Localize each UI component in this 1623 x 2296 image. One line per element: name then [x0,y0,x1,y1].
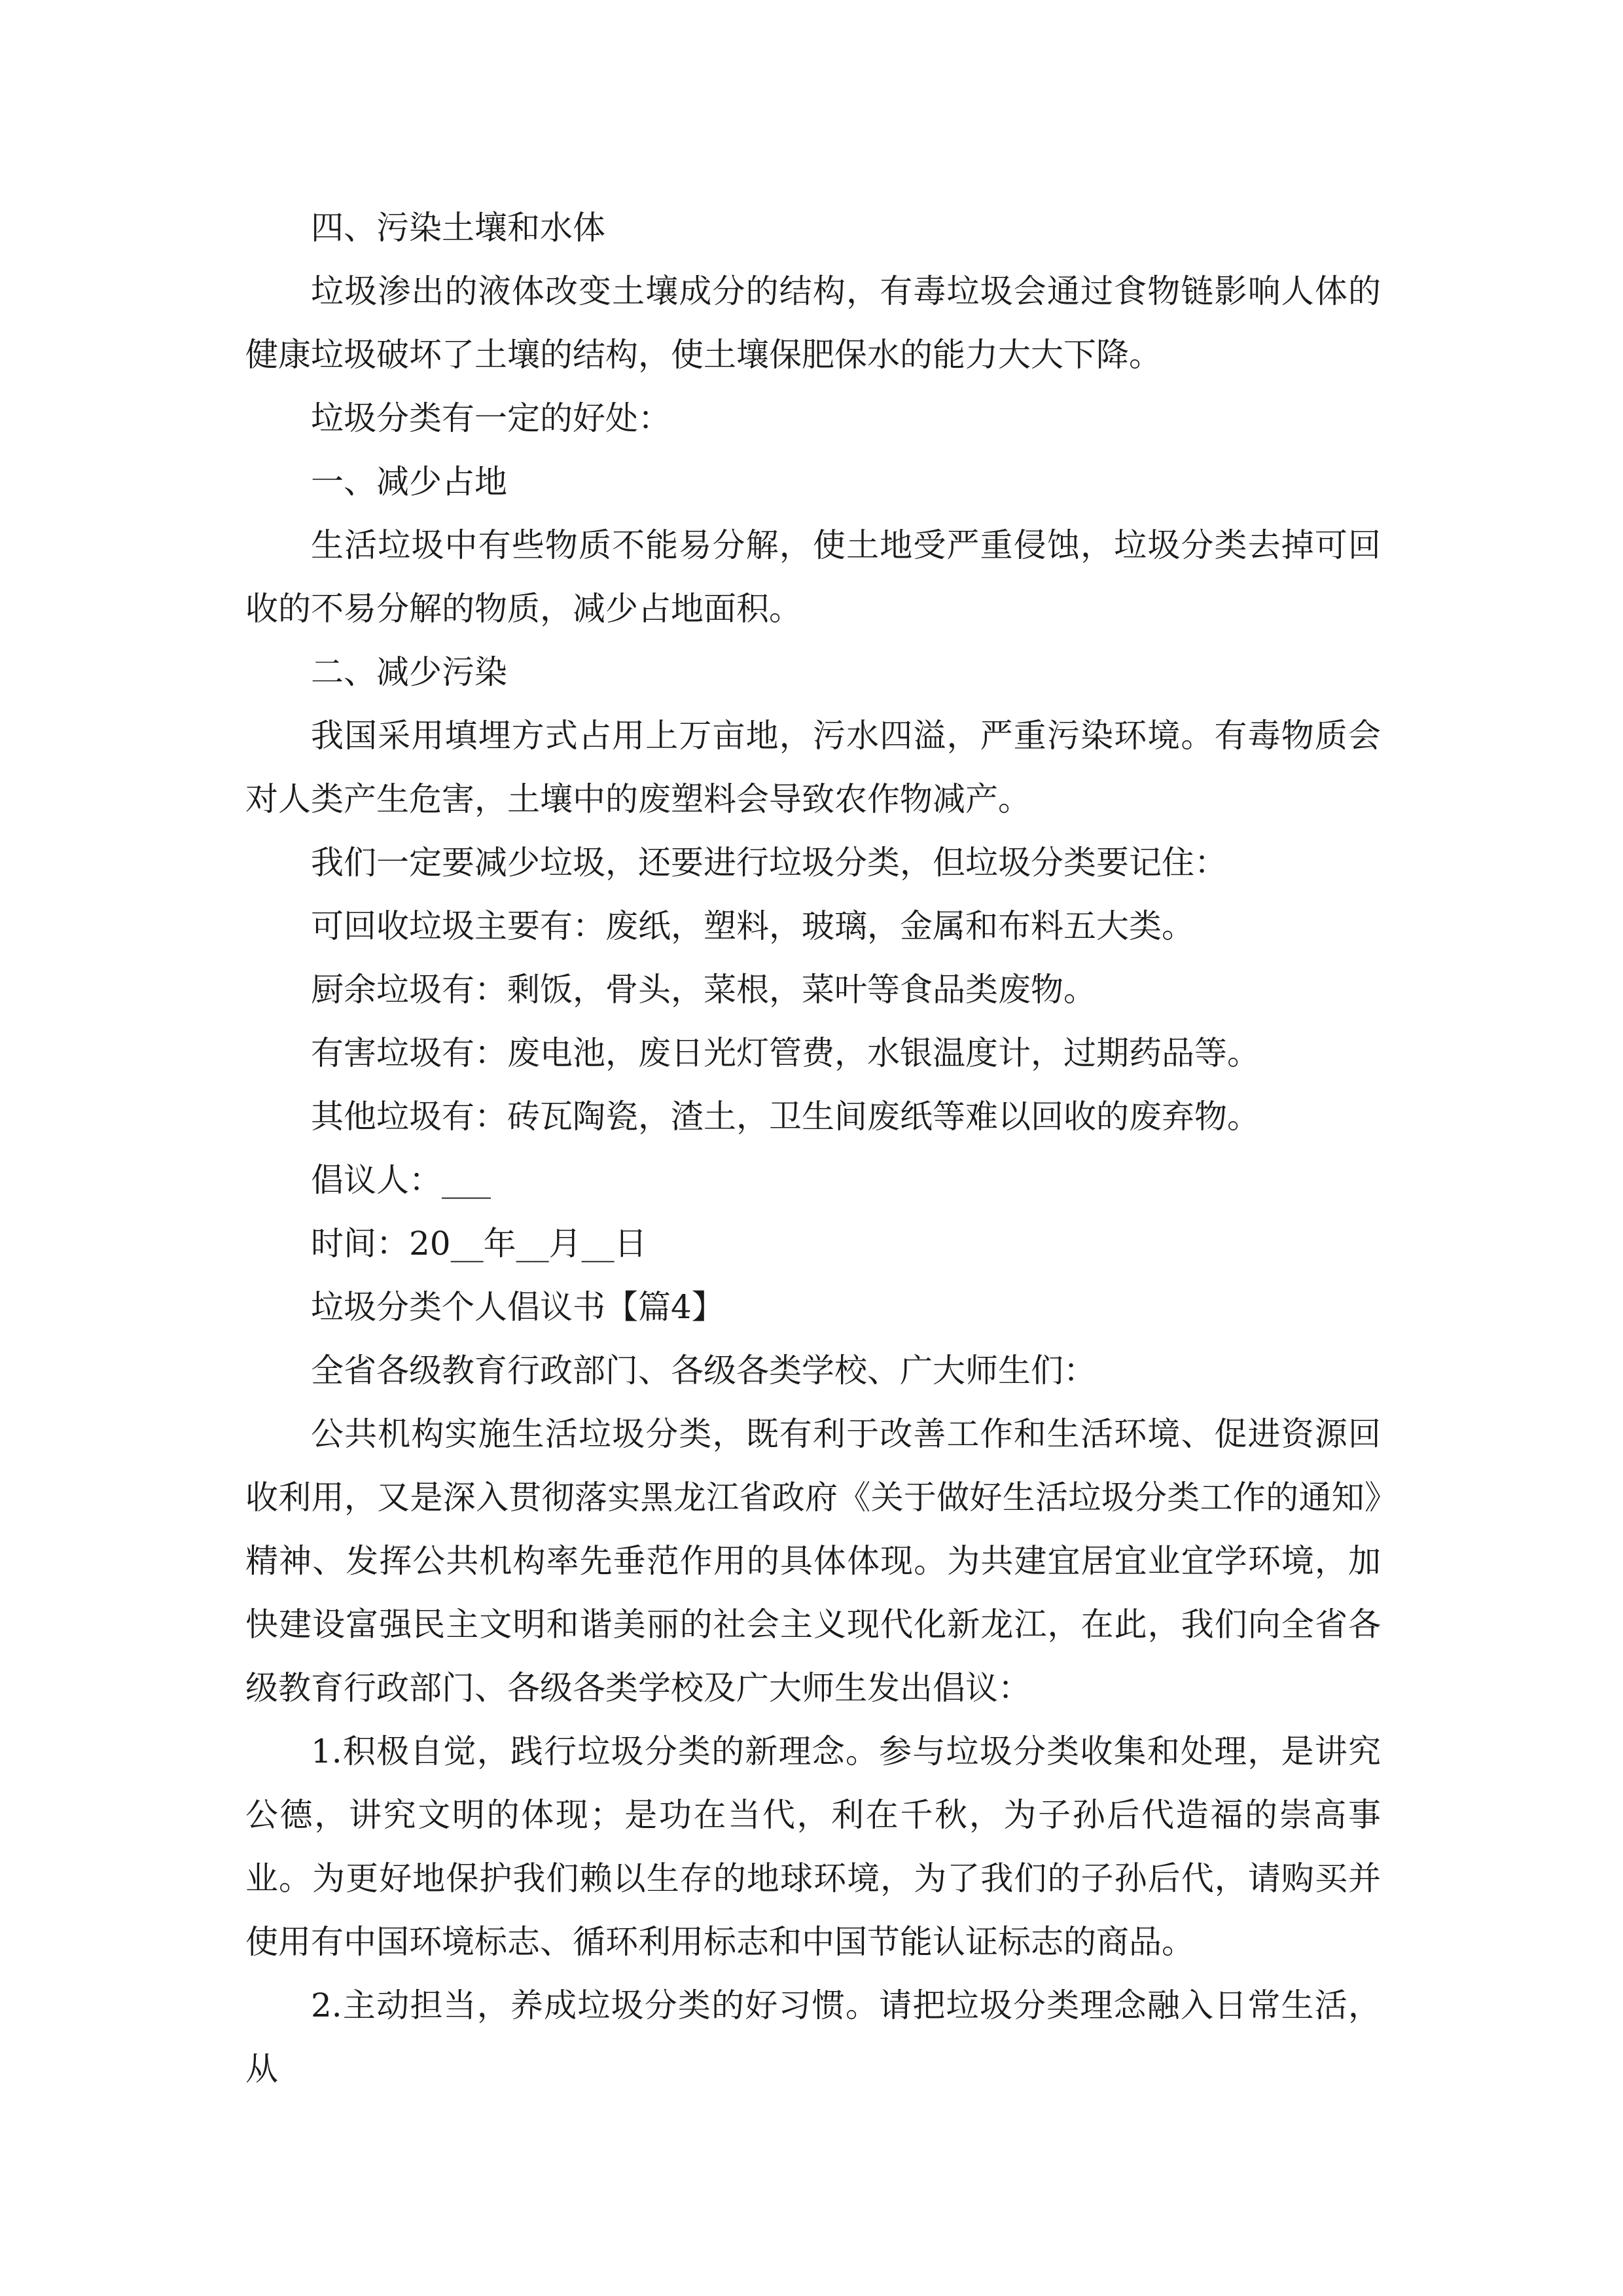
list-item-point-1: 1.积极自觉，践行垃圾分类的新理念。参与垃圾分类收集和处理，是讲究公德，讲究文明的体现；是功在当代，利在千秋，为子孙后代造福的崇高事业。为更好地保护我们赖以生存的地球环境，为了我们的子孙后代，请购买并使用有中国环境标志、循环利用标志和中国节能认证标志的商品。 [245,1732,1381,1961]
list-item-hazardous-waste: 有害垃圾有：废电池，废日光灯管费，水银温度计，过期药品等。 [311,1034,1260,1072]
signature-initiator: 倡议人：___ [311,1161,491,1199]
paragraph-land-use: 生活垃圾中有些物质不能易分解，使土地受严重侵蚀，垃圾分类去掉可回收的不易分解的物质，减少占地面积。 [245,526,1381,628]
salutation: 全省各级教育行政部门、各级各类学校、广大师生们： [311,1352,1096,1390]
section-heading-pollute-soil-water: 四、污染土壤和水体 [311,209,605,247]
list-item-kitchen-waste: 厨余垃圾有：剩饭，骨头，菜根，菜叶等食品类废物。 [311,971,1096,1009]
section-heading-reduce-pollution: 二、减少污染 [311,653,507,691]
paragraph-benefits-intro: 垃圾分类有一定的好处： [311,399,671,437]
list-item-point-2: 2.主动担当，养成垃圾分类的好习惯。请把垃圾分类理念融入日常生活，从 [245,1986,1381,2088]
paragraph-remember: 我们一定要减少垃圾，还要进行垃圾分类，但垃圾分类要记住： [311,844,1227,882]
document-body [245,196,1381,2101]
paragraph-pollution: 我国采用填埋方式占用上万亩地，污水四溢，严重污染环境。有毒物质会对人类产生危害，土壤中的废塑料会导致农作物减产。 [245,717,1381,818]
paragraph-public-institutions: 公共机构实施生活垃圾分类，既有利于改善工作和生活环境、促进资源回收利用，又是深入贯彻落实黑龙江省政府《关于做好生活垃圾分类工作的通知》精神、发挥公共机构率先垂范作用的具体体现。为共建宜居宜业宜学环境，加快建设富强民主文明和谐美丽的社会主义现代化新龙江，在此，我们向全省各级教育行政部门、各级各类学校及广大师生发出倡议： [245,1415,1381,1707]
paragraph-soil-damage: 垃圾渗出的液体改变土壤成分的结构，有毒垃圾会通过食物链影响人体的健康垃圾破坏了土壤的结构，使土壤保肥保水的能力大大下降。 [245,272,1381,374]
list-item-other-waste: 其他垃圾有：砖瓦陶瓷，渣土，卫生间废纸等难以回收的废弃物。 [311,1098,1260,1136]
signature-date: 时间：20__年__月__日 [311,1225,647,1263]
list-item-recyclable: 可回收垃圾主要有：废纸，塑料，玻璃，金属和布料五大类。 [311,907,1194,945]
article-title-part-4: 垃圾分类个人倡议书【篇4】 [311,1288,724,1326]
section-heading-reduce-land-use: 一、减少占地 [311,463,507,501]
